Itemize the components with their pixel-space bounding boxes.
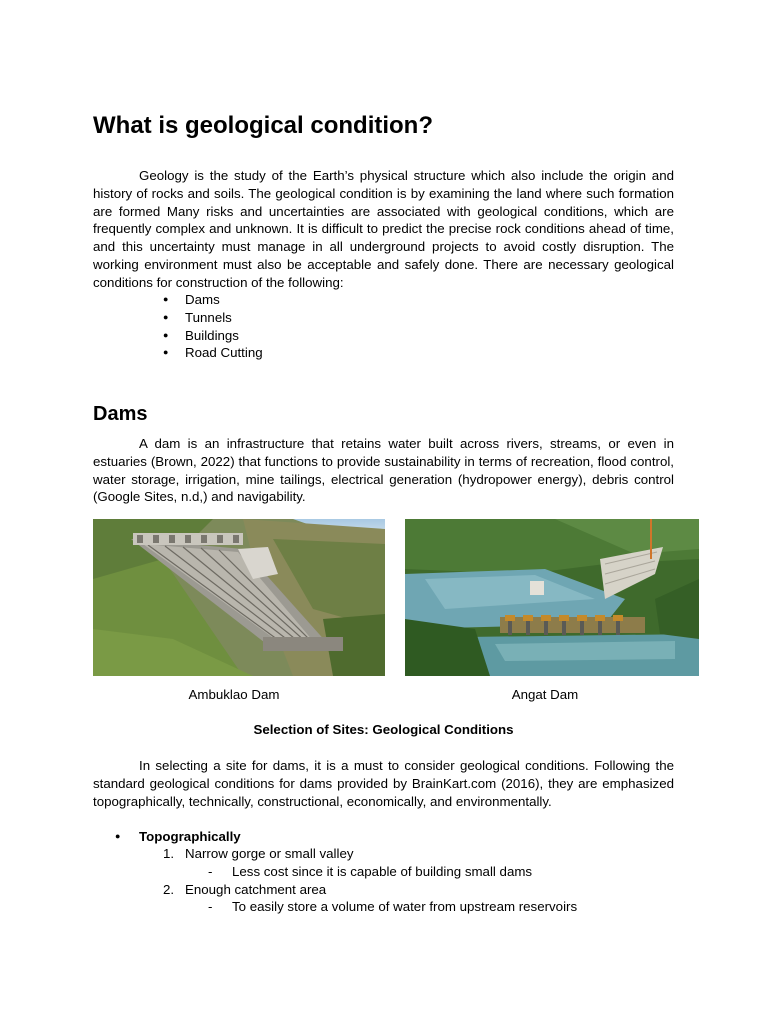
angat-dam-caption: Angat Dam [511, 687, 579, 702]
list-item [163, 881, 326, 899]
list-sub-item [208, 863, 532, 881]
item-text: Narrow gorge or small valley [185, 846, 354, 861]
topographically-label: Topographically [139, 829, 241, 844]
dash-icon: - [208, 864, 213, 879]
page-title: What is geological condition? [93, 112, 433, 139]
selection-paragraph: In selecting a site for dams, it is a must to consider geological conditions. Following the standard geological conditions for dams provided by BrainKart.com (2016), they are emphasized topographically, technically, constructional, economically, and environmentally. [93, 758, 674, 809]
dash-icon: - [208, 899, 213, 914]
item-text: Enough catchment area [185, 882, 327, 897]
sub-item-text: To easily store a volume of water from upstream reservoirs [232, 899, 578, 914]
topographically-heading [115, 828, 241, 846]
angat-dam-photo [405, 519, 699, 676]
ambuklao-dam-photo [93, 519, 385, 676]
selection-heading: Selection of Sites: Geological Conditions [253, 722, 514, 737]
list-item: ● Buildings [163, 327, 263, 345]
bullet-icon: ● [115, 831, 121, 841]
intro-paragraph: Geology is the study of the Earth’s physical structure which also include the origin and history of rocks and soils. The geological condition is by examining the land where such formation are formed Many risks and uncertainties are associated with geological conditions, which are frequently complex and unknown. It is difficult to predict the precise rock conditions ahead of time, and this uncertainty must manage in all underground projects to avoid costly disruption. The working environment must also be acceptable and safely done. There are necessary geological conditions for construction of the following: [93, 168, 674, 290]
list-item: ● Tunnels [163, 309, 263, 327]
construction-list [163, 291, 263, 362]
list-sub-item [208, 898, 577, 916]
sub-item-text: Less cost since it is capable of building small dams [232, 864, 533, 879]
ambuklao-dam-caption: Ambuklao Dam [188, 687, 280, 702]
item-number: 1. [163, 846, 175, 861]
list-item: ● Dams [163, 291, 263, 309]
list-item: ● Road Cutting [163, 344, 263, 362]
list-item [163, 845, 353, 863]
item-number: 2. [163, 882, 175, 897]
dams-paragraph: A dam is an infrastructure that retains water built across rivers, streams, or even in estuaries (Brown, 2022) that functions to provide sustainability in terms of recreation, flood control, water storage, irrigation, mine tailings, electrical generation (hydropower energy), debris control (Google Sites, n.d,) and navigability. [93, 436, 674, 505]
dams-heading: Dams [93, 403, 148, 425]
